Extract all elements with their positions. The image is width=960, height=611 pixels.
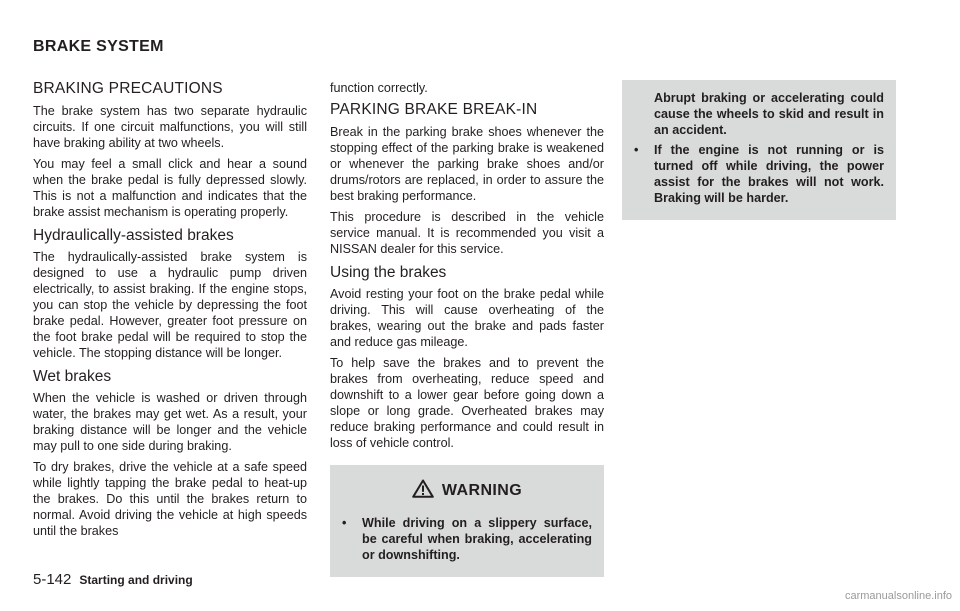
warning-item-text: If the engine is not running or is turned off while driving, the power assist for the brakes will not work. Braking will be harder. (654, 143, 884, 205)
heading-wet-brakes: Wet brakes (33, 368, 112, 385)
paragraph-break-in: Break in the parking brake shoes whenever the stopping effect of the parking brake is weakened or whenever the parking brake shoes and/or drums/rotors are replaced, in order to assure the best braking performance. (330, 125, 604, 203)
page-number: 5-142 (33, 571, 72, 588)
column-2 (330, 80, 604, 577)
warning-list (342, 515, 592, 563)
warning-item-text: While driving on a slippery surface, be careful when braking, accelerating or downshifting. (362, 516, 592, 562)
paragraph-hydraulic-system: The hydraulically-assisted brake system is designed to use a hydraulic pump driven electrically, to assist braking. If the engine stops, you can stop the vehicle by depressing the foot brake pedal. However, greater foot pressure on the foot brake pedal will be required to stop the vehicle. The stopping distance will be longer. (33, 250, 307, 360)
warning-list (634, 142, 884, 206)
heading-parking-brake-break-in: PARKING BRAKE BREAK-IN (330, 101, 538, 118)
page-footer (33, 571, 193, 588)
paragraph-save-brakes: To help save the brakes and to prevent the brakes from overheating, reduce speed and downshift to a lower gear before going down a slope or long grade. Overheated brakes may reduce braking performance and could result in loss of vehicle control. (330, 356, 604, 450)
warning-header (342, 479, 592, 503)
paragraph-continued: function correctly. (330, 81, 428, 95)
watermark: carmanualsonline.info (844, 590, 952, 602)
paragraph-brake-assist-click: You may feel a small click and hear a sound when the brake pedal is fully depressed slowly. This is not a malfunction and indicates that the brake assist mechanism is operating properly. (33, 157, 307, 219)
paragraph-resting-foot: Avoid resting your foot on the brake pedal while driving. This will cause overheating of the brakes, wearing out the brake and pads faster and reduce gas mileage. (330, 287, 604, 349)
warning-box (330, 465, 604, 577)
paragraph-hydraulic-circuits: The brake system has two separate hydraulic circuits. If one circuit malfunctions, you will still have braking ability at two wheels. (33, 104, 307, 150)
paragraph-service-manual: This procedure is described in the vehicle service manual. It is recommended you visit a NISSAN dealer for this service. (330, 210, 604, 256)
warning-title: WARNING (441, 482, 523, 499)
warning-box-continued (622, 80, 896, 220)
paragraph-wet-brakes: When the vehicle is washed or driven through water, the brakes may get wet. As a result, your braking distance will be longer and the vehicle may pull to one side during braking. (33, 391, 307, 453)
warning-triangle-icon (412, 479, 434, 503)
bullet: • (342, 516, 347, 530)
bullet: • (634, 143, 639, 157)
heading-using-the-brakes: Using the brakes (330, 264, 447, 281)
heading-braking-precautions: BRAKING PRECAUTIONS (33, 80, 223, 97)
warning-item (634, 142, 884, 206)
paragraph-dry-brakes: To dry brakes, drive the vehicle at a safe speed while lightly tapping the brake pedal to heat-up the brakes. Do this until the brakes return to normal. Avoid driving the vehicle at high speeds until the brakes (33, 460, 307, 538)
heading-hydraulically-assisted: Hydraulically-assisted brakes (33, 227, 234, 244)
column-1 (33, 76, 307, 544)
column-3 (622, 80, 896, 220)
warning-continued-text: Abrupt braking or accelerating could cause the wheels to skid and result in an accident. (654, 91, 884, 137)
section-header: BRAKE SYSTEM (33, 38, 164, 55)
footer-section-label: Starting and driving (79, 573, 193, 587)
warning-item (342, 515, 592, 563)
